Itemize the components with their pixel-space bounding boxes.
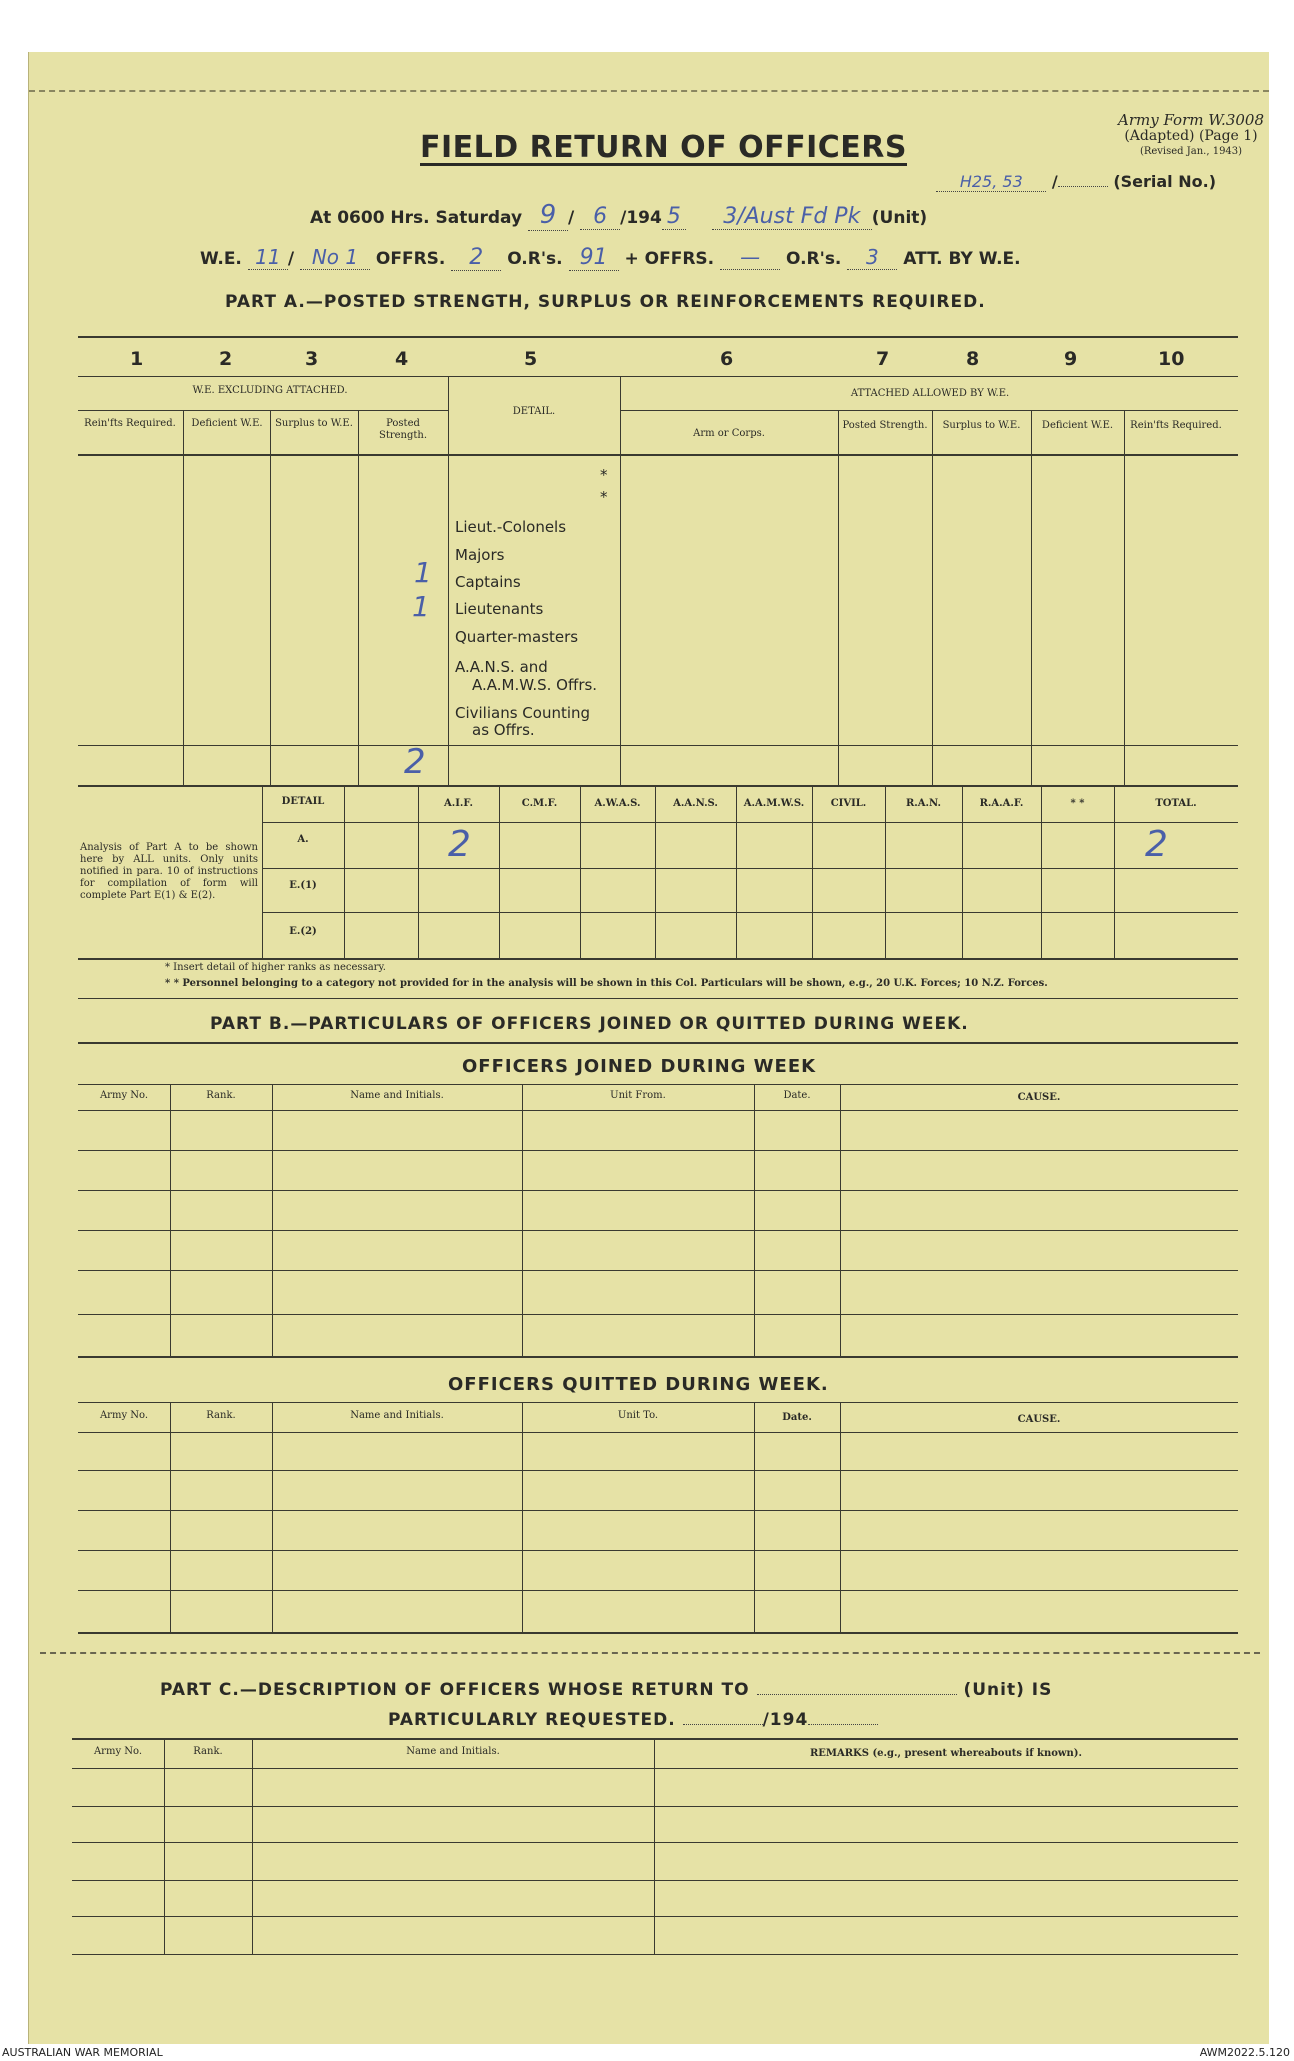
an-hd-ran: R.A.N. <box>905 798 941 809</box>
hd-deficient-left: Deficient W.E. <box>191 418 263 429</box>
part-a-title: PART A.—POSTED STRENGTH, SURPLUS OR REINFORCEMENTS REQUIRED. <box>225 292 986 312</box>
rank-captains: Captains <box>455 573 521 591</box>
an-hd-aans: A.A.N.S. <box>673 798 718 809</box>
aif-a-value: 2 <box>448 824 471 865</box>
part-c-requested: PARTICULARLY REQUESTED. <box>388 1710 676 1730</box>
joined-hd-cause: CAUSE. <box>1017 1092 1061 1103</box>
ors-value: 91 <box>569 245 619 271</box>
part-c-hd-remarks: REMARKS (e.g., present whereabouts if known). <box>809 1748 1083 1759</box>
an-hd-cmf: C.M.F. <box>521 798 558 809</box>
analysis-note: Analysis of Part A to be shown here by ALL units. Only units notified in para. 10 of instructions for compilation of form will complete Part E(1) & E(2). <box>80 842 258 901</box>
rank-lieutenants: Lieutenants <box>455 600 544 618</box>
quitted-hd-name: Name and Initials. <box>350 1410 444 1421</box>
att-label: ATT. BY W.E. <box>903 249 1021 269</box>
rank-civilians: Civilians Counting <box>455 704 591 722</box>
an-hd-civil: CIVIL. <box>830 798 867 809</box>
form-reference <box>1118 112 1264 160</box>
part-c-hd-army-no: Army No. <box>93 1746 143 1757</box>
quitted-hd-cause: CAUSE. <box>1017 1414 1061 1425</box>
offrs2-label: OFFRS. <box>644 249 715 269</box>
joined-title: OFFICERS JOINED DURING WEEK <box>462 1056 817 1077</box>
col-num-2: 2 <box>219 348 233 370</box>
joined-hd-rank: Rank. <box>206 1090 236 1101</box>
rank-lieut-colonels: Lieut.-Colonels <box>455 518 567 536</box>
an-hd-other: * * <box>1070 798 1085 809</box>
we-value-a: 11 <box>248 245 288 270</box>
part-c-title-a <box>160 1680 1052 1700</box>
col-num-1: 1 <box>130 348 144 370</box>
footnote-1: * Insert detail of higher ranks as necessary. <box>165 962 386 973</box>
part-c-date: /194 <box>762 1710 809 1730</box>
an-hd-total: TOTAL. <box>1155 798 1197 809</box>
hd-surplus-left: Surplus to W.E. <box>275 418 353 429</box>
joined-hd-army-no: Army No. <box>99 1090 149 1101</box>
an-hd-raaf: R.A.A.F. <box>979 798 1024 809</box>
footer-right: AWM2022.5.120 <box>1199 2046 1290 2059</box>
offrs-label: OFFRS. <box>375 249 446 269</box>
joined-hd-date: Date. <box>783 1090 811 1101</box>
part-c-hd-rank: Rank. <box>193 1746 223 1757</box>
group-attached: ATTACHED ALLOWED BY W.E. <box>850 388 1010 399</box>
plus-sign: + <box>624 249 639 269</box>
col-num-8: 8 <box>966 348 980 370</box>
we-value-b: No 1 <box>300 245 370 270</box>
serial-value: H25, 53 <box>936 172 1046 192</box>
day-value: 9 <box>528 200 568 231</box>
hd-arm-corps: Arm or Corps. <box>693 428 765 439</box>
quitted-hd-army-no: Army No. <box>99 1410 149 1421</box>
rank-majors: Majors <box>455 546 505 564</box>
at-label: At 0600 Hrs. Saturday <box>310 208 523 228</box>
col-num-9: 9 <box>1064 348 1078 370</box>
joined-hd-name: Name and Initials. <box>350 1090 444 1101</box>
an-row-e1: E.(1) <box>289 880 317 891</box>
part-c-title-lead: PART C.—DESCRIPTION OF OFFICERS WHOSE RETURN TO <box>160 1680 750 1700</box>
col-num-7: 7 <box>876 348 890 370</box>
part-c-title-unit: (Unit) IS <box>963 1680 1053 1700</box>
joined-hd-unit-from: Unit From. <box>610 1090 666 1101</box>
an-hd-awas: A.W.A.S. <box>594 798 641 809</box>
part-b-title: PART B.—PARTICULARS OF OFFICERS JOINED OR QUITTED DURING WEEK. <box>210 1014 969 1034</box>
we-line: W.E. 11 / No 1 OFFRS. 2 O.R's. 91 + OFFRS. — O.R's. 3 ATT. BY W.E. <box>200 245 1021 270</box>
hd-detail: DETAIL. <box>512 406 556 417</box>
asterisk-2: * <box>600 488 608 506</box>
form-revised: (Revised Jan., 1943) <box>1139 146 1243 157</box>
hd-reinfts-left: Rein'fts Required. <box>84 418 176 429</box>
offrs-value: 2 <box>451 245 501 271</box>
month-value: 6 <box>580 204 620 230</box>
asterisk-1: * <box>600 466 608 484</box>
rank-aamws: A.A.M.W.S. Offrs. <box>472 676 598 694</box>
part-c-title-b <box>388 1710 878 1730</box>
form-adapted: (Adapted) (Page 1) <box>1124 128 1258 144</box>
hd-deficient-right: Deficient W.E. <box>1041 420 1114 431</box>
group-we-excluding: W.E. EXCLUDING ATTACHED. <box>192 385 348 396</box>
we-label: W.E. <box>200 249 242 269</box>
date-line: At 0600 Hrs. Saturday 9 / 6 /194 5 3/Aust Fd Pk (Unit) <box>310 200 928 230</box>
part-c-hd-name: Name and Initials. <box>406 1746 500 1757</box>
ors2-label: O.R's. <box>785 249 842 269</box>
quitted-hd-unit-to: Unit To. <box>617 1410 659 1421</box>
serial-label: (Serial No.) <box>1113 172 1216 191</box>
hd-surplus-right: Surplus to W.E. <box>942 420 1021 431</box>
army-form-number: Army Form W.3008 <box>1118 111 1264 129</box>
col-num-10: 10 <box>1158 348 1185 370</box>
hd-posted-left: Posted Strength. <box>378 418 428 441</box>
footnote-2: * * Personnel belonging to a category not provided for in the analysis will be shown in this Col. Particulars will be shown, e.g., 20 U.K. Forces; 10 N.Z. Forces. <box>165 978 1048 989</box>
rank-as-offrs: as Offrs. <box>472 721 535 739</box>
captains-posted: 1 <box>414 556 432 589</box>
offrs2-value: — <box>720 245 780 270</box>
an-row-e2: E.(2) <box>289 926 317 937</box>
unit-value: 3/Aust Fd Pk <box>712 204 872 230</box>
hd-reinfts-right: Rein'fts Required. <box>1130 420 1222 431</box>
ors2-value: 3 <box>847 245 897 270</box>
lieutenants-posted: 1 <box>412 590 430 623</box>
col-num-5: 5 <box>524 348 538 370</box>
unit-label: (Unit) <box>871 208 928 228</box>
quitted-hd-rank: Rank. <box>206 1410 236 1421</box>
an-hd-aif: A.I.F. <box>444 798 473 809</box>
year-prefix: /194 <box>620 208 662 228</box>
quitted-title: OFFICERS QUITTED DURING WEEK. <box>448 1374 829 1395</box>
total-a-value: 2 <box>1145 824 1168 865</box>
rank-aans: A.A.N.S. and <box>455 658 548 676</box>
ors-label: O.R's. <box>507 249 563 269</box>
an-row-a: A. <box>297 834 309 845</box>
rank-quarter-masters: Quarter-masters <box>455 628 579 646</box>
footer-left: AUSTRALIAN WAR MEMORIAL <box>2 2046 163 2059</box>
col-num-3: 3 <box>305 348 319 370</box>
page-title: FIELD RETURN OF OFFICERS <box>420 130 907 165</box>
an-hd-detail: DETAIL <box>281 796 325 807</box>
hd-posted-right: Posted Strength. <box>842 420 928 431</box>
serial-number: H25, 53 / (Serial No.) <box>936 172 1216 192</box>
total-posted: 2 <box>404 742 426 782</box>
col-num-6: 6 <box>720 348 734 370</box>
col-num-4: 4 <box>395 348 409 370</box>
year-value: 5 <box>662 204 686 230</box>
an-hd-aamws: A.A.M.W.S. <box>743 798 805 809</box>
quitted-hd-date: Date. <box>782 1412 812 1423</box>
